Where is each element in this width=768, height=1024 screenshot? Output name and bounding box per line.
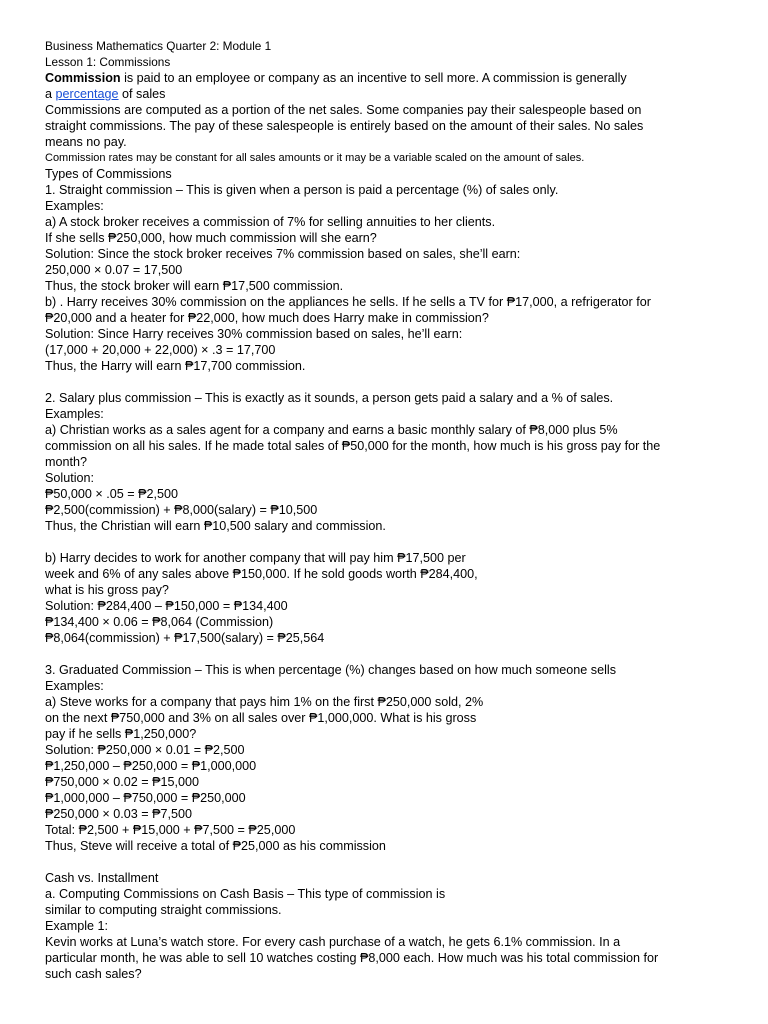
- text-line: ₱1,250,000 – ₱250,000 = ₱1,000,000: [45, 759, 257, 773]
- text-line: a) Steve works for a company that pays him 1% on the first ₱250,000 sold, 2%: [45, 695, 484, 709]
- module-title: Business Mathematics Quarter 2: Module 1: [45, 39, 272, 53]
- lesson-title: Lesson 1: Commissions: [45, 55, 171, 69]
- text-line: Thus, the Harry will earn ₱17,700 commission.: [45, 359, 306, 373]
- text-line: Thus, the Christian will earn ₱10,500 salary and commission.: [45, 519, 386, 533]
- text-line: on the next ₱750,000 and 3% on all sales over ₱1,000,000. What is his gross: [45, 711, 477, 725]
- after-link-text: of sales: [118, 87, 166, 101]
- text-line: ₱2,500(commission) + ₱8,000(salary) = ₱10,500: [45, 503, 318, 517]
- rates-note: Commission rates may be constant for all sales amounts or it may be a variable scaled on the amount of sales.: [45, 152, 585, 164]
- text-line: ₱750,000 × 0.02 = ₱15,000: [45, 775, 200, 789]
- text-line: what is his gross pay?: [45, 583, 169, 597]
- text-line: ₱20,000 and a heater for ₱22,000, how much does Harry make in commission?: [45, 311, 489, 325]
- text-line: ₱8,064(commission) + ₱17,500(salary) = ₱25,564: [45, 631, 325, 645]
- text-line: commission on all his sales. If he made total sales of ₱50,000 for the month, how much is his gross pay for the: [45, 439, 661, 453]
- text-line: 1. Straight commission – This is given when a person is paid a percentage (%) of sales only.: [45, 183, 559, 197]
- text-line: Solution: Since Harry receives 30% commission based on sales, he’ll earn:: [45, 327, 463, 341]
- paragraph-line: Commissions are computed as a portion of the net sales. Some companies pay their salespeople based on: [45, 103, 642, 117]
- text-line: Total: ₱2,500 + ₱15,000 + ₱7,500 = ₱25,000: [45, 823, 296, 837]
- text-line: month?: [45, 455, 88, 469]
- text-line: 250,000 × 0.07 = 17,500: [45, 263, 183, 277]
- text-line: Solution: ₱284,400 – ₱150,000 = ₱134,400: [45, 599, 288, 613]
- text-line: ₱1,000,000 – ₱750,000 = ₱250,000: [45, 791, 246, 805]
- text-line: ₱250,000 × 0.03 = ₱7,500: [45, 807, 193, 821]
- text-line: (17,000 + 20,000 + 22,000) × .3 = 17,700: [45, 343, 276, 357]
- commission-definition-text: is paid to an employee or company as an incentive to sell more. A commission is generally: [120, 71, 627, 85]
- text-line: Examples:: [45, 407, 104, 421]
- article-text: a: [45, 87, 56, 101]
- commission-definition: [45, 70, 735, 86]
- text-line: Thus, Steve will receive a total of ₱25,000 as his commission: [45, 839, 386, 853]
- spacer: [45, 646, 735, 662]
- document-body: [45, 38, 735, 982]
- spacer: [45, 854, 735, 870]
- text-line: particular month, he was able to sell 10 watches costing ₱8,000 each. How much was his total commission for: [45, 951, 659, 965]
- commission-term: Commission: [45, 71, 121, 85]
- text-line: a. Computing Commissions on Cash Basis – This type of commission is: [45, 887, 446, 901]
- text-line: similar to computing straight commissions.: [45, 903, 282, 917]
- spacer: [45, 374, 735, 390]
- text-line: week and 6% of any sales above ₱150,000. If he sold goods worth ₱284,400,: [45, 567, 478, 581]
- text-line: ₱134,400 × 0.06 = ₱8,064 (Commission): [45, 615, 274, 629]
- text-line: 2. Salary plus commission – This is exactly as it sounds, a person gets paid a salary and a % of sales.: [45, 391, 614, 405]
- text-line: b) . Harry receives 30% commission on the appliances he sells. If he sells a TV for ₱17,000, a refrigerator for: [45, 295, 651, 309]
- text-line: Examples:: [45, 679, 104, 693]
- paragraph-line: straight commissions. The pay of these salespeople is entirely based on the amount of their sales. No sales: [45, 119, 644, 133]
- percentage-link[interactable]: percentage: [55, 87, 119, 101]
- text-line: a) Christian works as a sales agent for a company and earns a basic monthly salary of ₱8,000 plus 5%: [45, 423, 618, 437]
- text-line: such cash sales?: [45, 967, 142, 981]
- text-line: Thus, the stock broker will earn ₱17,500 commission.: [45, 279, 344, 293]
- commission-definition-cont: [45, 86, 735, 102]
- text-line: pay if he sells ₱1,250,000?: [45, 727, 197, 741]
- text-line: ₱50,000 × .05 = ₱2,500: [45, 487, 179, 501]
- section-heading: Cash vs. Installment: [45, 871, 159, 885]
- text-line: Solution: ₱250,000 × 0.01 = ₱2,500: [45, 743, 245, 757]
- text-line: If she sells ₱250,000, how much commission will she earn?: [45, 231, 377, 245]
- text-line: Solution: Since the stock broker receives 7% commission based on sales, she’ll earn:: [45, 247, 521, 261]
- spacer: [45, 534, 735, 550]
- paragraph-line: means no pay.: [45, 135, 127, 149]
- text-line: 3. Graduated Commission – This is when percentage (%) changes based on how much someone sells: [45, 663, 616, 677]
- text-line: Solution:: [45, 471, 95, 485]
- types-heading: Types of Commissions: [45, 167, 172, 181]
- text-line: Examples:: [45, 199, 104, 213]
- text-line: b) Harry decides to work for another company that will pay him ₱17,500 per: [45, 551, 466, 565]
- text-line: a) A stock broker receives a commission of 7% for selling annuities to her clients.: [45, 215, 496, 229]
- text-line: Example 1:: [45, 919, 108, 933]
- text-line: Kevin works at Luna’s watch store. For every cash purchase of a watch, he gets 6.1% commission. In a: [45, 935, 621, 949]
